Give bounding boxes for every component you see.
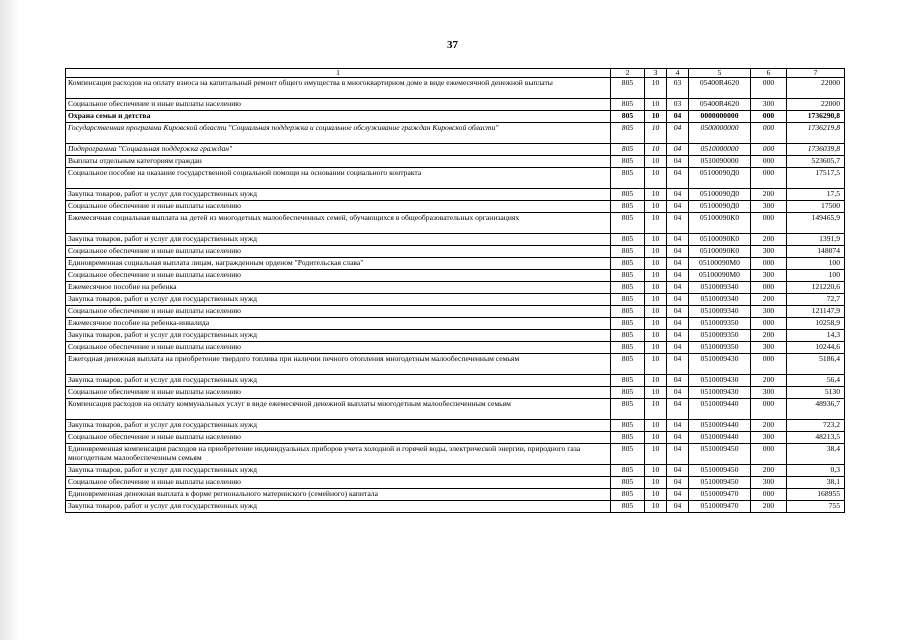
budget-table: [65, 68, 845, 513]
cell-name: Закупка товаров, работ и услуг для государственных нужд: [66, 234, 611, 246]
table-row: [66, 234, 845, 246]
cell-expense-type: 200: [751, 375, 787, 387]
cell-amount: 14,3: [787, 330, 845, 342]
cell-target-code: 05400R4620: [689, 78, 751, 99]
cell-expense-type: 200: [751, 420, 787, 432]
table-row: [66, 477, 845, 489]
cell-ministry: 805: [611, 156, 645, 168]
table-row: [66, 501, 845, 513]
cell-target-code: 05100090К0: [689, 213, 751, 234]
cell-section: 10: [645, 432, 667, 444]
cell-name: Единовременная денежная выплата в форме регионального материнского (семейного) капитала: [66, 489, 611, 501]
cell-name: Социальное обеспечение и иные выплаты населению: [66, 387, 611, 399]
cell-target-code: 0510009430: [689, 354, 751, 375]
cell-name: Социальное обеспечение и иные выплаты населению: [66, 477, 611, 489]
cell-section: 10: [645, 99, 667, 111]
cell-ministry: 805: [611, 375, 645, 387]
cell-ministry: 805: [611, 318, 645, 330]
cell-section: 10: [645, 318, 667, 330]
cell-name: Выплаты отдельным категориям граждан: [66, 156, 611, 168]
cell-expense-type: 200: [751, 234, 787, 246]
cell-name: Социальное пособие на оказание государственной социальной помощи на основании социального контракта: [66, 168, 611, 189]
cell-amount: 100: [787, 258, 845, 270]
cell-expense-type: 000: [751, 399, 787, 420]
cell-section: 10: [645, 294, 667, 306]
cell-expense-type: 000: [751, 123, 787, 144]
cell-name: Закупка товаров, работ и услуг для государственных нужд: [66, 294, 611, 306]
table-row: [66, 282, 845, 294]
cell-ministry: 805: [611, 234, 645, 246]
cell-expense-type: 000: [751, 156, 787, 168]
table-row: [66, 144, 845, 156]
cell-name: Социальное обеспечение и иные выплаты населению: [66, 99, 611, 111]
header-cell-4: 4: [667, 69, 689, 78]
cell-target-code: 0510009430: [689, 375, 751, 387]
cell-expense-type: 000: [751, 354, 787, 375]
cell-ministry: 805: [611, 111, 645, 123]
cell-subsection: 04: [667, 144, 689, 156]
table-row: [66, 330, 845, 342]
cell-ministry: 805: [611, 387, 645, 399]
cell-ministry: 805: [611, 99, 645, 111]
table-row: [66, 168, 845, 189]
table-row: [66, 270, 845, 282]
cell-ministry: 805: [611, 213, 645, 234]
cell-subsection: 04: [667, 258, 689, 270]
cell-target-code: 0510009350: [689, 330, 751, 342]
cell-amount: 5186,4: [787, 354, 845, 375]
cell-ministry: 805: [611, 123, 645, 144]
table-row: [66, 354, 845, 375]
cell-subsection: 04: [667, 477, 689, 489]
cell-ministry: 805: [611, 78, 645, 99]
cell-amount: 1736039,8: [787, 144, 845, 156]
cell-target-code: 0510009340: [689, 294, 751, 306]
table-row: [66, 489, 845, 501]
cell-ministry: 805: [611, 168, 645, 189]
header-cell-7: 7: [787, 69, 845, 78]
cell-section: 10: [645, 258, 667, 270]
cell-name: Социальное обеспечение и иные выплаты населению: [66, 306, 611, 318]
cell-subsection: 04: [667, 501, 689, 513]
cell-section: 10: [645, 111, 667, 123]
cell-expense-type: 200: [751, 330, 787, 342]
cell-amount: 1391,9: [787, 234, 845, 246]
cell-ministry: 805: [611, 258, 645, 270]
cell-target-code: 0510009350: [689, 342, 751, 354]
cell-expense-type: 000: [751, 318, 787, 330]
cell-expense-type: 200: [751, 294, 787, 306]
cell-section: 10: [645, 420, 667, 432]
cell-name: Ежемесячное пособие на ребенка-инвалида: [66, 318, 611, 330]
cell-target-code: 0510009430: [689, 387, 751, 399]
cell-name: Ежемесячное пособие на ребенка: [66, 282, 611, 294]
cell-name: Компенсация расходов на оплату коммунальных услуг в виде ежемесячной денежной выплаты многодетным малообеспеченным семьям: [66, 399, 611, 420]
cell-subsection: 04: [667, 489, 689, 501]
cell-target-code: 0510009470: [689, 501, 751, 513]
cell-name: Закупка товаров, работ и услуг для государственных нужд: [66, 501, 611, 513]
cell-subsection: 04: [667, 306, 689, 318]
cell-subsection: 04: [667, 444, 689, 465]
cell-target-code: 05100090Д0: [689, 168, 751, 189]
cell-expense-type: 300: [751, 201, 787, 213]
cell-section: 10: [645, 330, 667, 342]
cell-amount: 38,1: [787, 477, 845, 489]
table-row: [66, 246, 845, 258]
cell-section: 10: [645, 465, 667, 477]
cell-subsection: 04: [667, 342, 689, 354]
table-row: [66, 444, 845, 465]
cell-amount: 1736219,8: [787, 123, 845, 144]
cell-amount: 72,7: [787, 294, 845, 306]
cell-target-code: 05100090М0: [689, 270, 751, 282]
cell-target-code: 0510009340: [689, 282, 751, 294]
cell-name: Ежегодная денежная выплата на приобретение твердого топлива при наличии печного отопления многодетным малообеспеченным семьям: [66, 354, 611, 375]
cell-target-code: 05100090Д0: [689, 189, 751, 201]
table-row: [66, 123, 845, 144]
cell-target-code: 0510000000: [689, 144, 751, 156]
header-cell-2: 2: [611, 69, 645, 78]
cell-expense-type: 000: [751, 282, 787, 294]
cell-name: Охрана семьи и детства: [66, 111, 611, 123]
table-row: [66, 318, 845, 330]
cell-subsection: 04: [667, 111, 689, 123]
cell-section: 10: [645, 444, 667, 465]
cell-section: 10: [645, 387, 667, 399]
cell-subsection: 04: [667, 246, 689, 258]
cell-subsection: 04: [667, 213, 689, 234]
cell-ministry: 805: [611, 399, 645, 420]
cell-subsection: 04: [667, 201, 689, 213]
cell-expense-type: 200: [751, 501, 787, 513]
cell-name: Закупка товаров, работ и услуг для государственных нужд: [66, 420, 611, 432]
cell-amount: 22000: [787, 99, 845, 111]
table-row: [66, 342, 845, 354]
cell-subsection: 04: [667, 156, 689, 168]
table-row: [66, 294, 845, 306]
cell-section: 10: [645, 123, 667, 144]
cell-ministry: 805: [611, 342, 645, 354]
cell-expense-type: 300: [751, 342, 787, 354]
cell-name: Социальное обеспечение и иные выплаты населению: [66, 432, 611, 444]
cell-target-code: 0510009340: [689, 306, 751, 318]
header-cell-3: 3: [645, 69, 667, 78]
cell-ministry: 805: [611, 246, 645, 258]
cell-target-code: 05100090К0: [689, 234, 751, 246]
cell-section: 10: [645, 342, 667, 354]
cell-ministry: 805: [611, 477, 645, 489]
cell-ministry: 805: [611, 282, 645, 294]
cell-ministry: 805: [611, 144, 645, 156]
cell-subsection: 04: [667, 387, 689, 399]
cell-amount: 121147,9: [787, 306, 845, 318]
cell-subsection: 04: [667, 399, 689, 420]
table-row: [66, 213, 845, 234]
cell-target-code: 05400R4620: [689, 99, 751, 111]
cell-expense-type: 300: [751, 306, 787, 318]
cell-expense-type: 200: [751, 465, 787, 477]
cell-name: Закупка товаров, работ и услуг для государственных нужд: [66, 330, 611, 342]
cell-subsection: 04: [667, 465, 689, 477]
header-cell-5: 5: [689, 69, 751, 78]
cell-amount: 48213,5: [787, 432, 845, 444]
table-row: [66, 432, 845, 444]
cell-expense-type: 000: [751, 444, 787, 465]
cell-amount: 10244,6: [787, 342, 845, 354]
cell-amount: 1736290,8: [787, 111, 845, 123]
cell-target-code: 05100090М0: [689, 258, 751, 270]
table-row: [66, 465, 845, 477]
table-row: [66, 201, 845, 213]
cell-ministry: 805: [611, 489, 645, 501]
cell-ministry: 805: [611, 330, 645, 342]
table-row: [66, 258, 845, 270]
cell-section: 10: [645, 156, 667, 168]
cell-amount: 17500: [787, 201, 845, 213]
header-cell-6: 6: [751, 69, 787, 78]
cell-ministry: 805: [611, 294, 645, 306]
cell-amount: 5130: [787, 387, 845, 399]
cell-subsection: 04: [667, 189, 689, 201]
cell-name: Ежемесячная социальная выплата на детей из многодетных малообеспеченных семей, обучающихся в общеобразовательных организациях: [66, 213, 611, 234]
header-row: [66, 69, 845, 78]
cell-expense-type: 000: [751, 213, 787, 234]
cell-target-code: 0500000000: [689, 123, 751, 144]
header-cell-1: 1: [66, 69, 611, 78]
cell-subsection: 04: [667, 294, 689, 306]
cell-amount: 38,4: [787, 444, 845, 465]
cell-section: 10: [645, 144, 667, 156]
cell-section: 10: [645, 477, 667, 489]
cell-target-code: 0510009450: [689, 477, 751, 489]
cell-ministry: 805: [611, 432, 645, 444]
cell-amount: 149465,9: [787, 213, 845, 234]
cell-subsection: 04: [667, 354, 689, 375]
table-body: [66, 69, 845, 513]
cell-subsection: 04: [667, 234, 689, 246]
cell-expense-type: 200: [751, 189, 787, 201]
cell-amount: 10258,9: [787, 318, 845, 330]
cell-name: Подпрограмма "Социальная поддержка граждан": [66, 144, 611, 156]
table-row: [66, 420, 845, 432]
cell-subsection: 03: [667, 99, 689, 111]
cell-ministry: 805: [611, 501, 645, 513]
cell-section: 10: [645, 399, 667, 420]
cell-subsection: 04: [667, 375, 689, 387]
cell-expense-type: 300: [751, 387, 787, 399]
cell-expense-type: 000: [751, 111, 787, 123]
cell-amount: 0,3: [787, 465, 845, 477]
cell-name: Социальное обеспечение и иные выплаты населению: [66, 270, 611, 282]
cell-target-code: 0510009440: [689, 420, 751, 432]
cell-expense-type: 000: [751, 168, 787, 189]
cell-name: Закупка товаров, работ и услуг для государственных нужд: [66, 465, 611, 477]
cell-ministry: 805: [611, 465, 645, 477]
cell-name: Закупка товаров, работ и услуг для государственных нужд: [66, 375, 611, 387]
table-row: [66, 78, 845, 99]
cell-subsection: 04: [667, 168, 689, 189]
cell-amount: 121220,6: [787, 282, 845, 294]
cell-section: 10: [645, 354, 667, 375]
cell-subsection: 04: [667, 318, 689, 330]
cell-ministry: 805: [611, 306, 645, 318]
cell-amount: 168955: [787, 489, 845, 501]
table-row: [66, 189, 845, 201]
cell-target-code: 0510009350: [689, 318, 751, 330]
cell-name: Социальное обеспечение и иные выплаты населению: [66, 342, 611, 354]
cell-section: 10: [645, 246, 667, 258]
cell-subsection: 04: [667, 123, 689, 144]
cell-subsection: 04: [667, 270, 689, 282]
cell-section: 10: [645, 213, 667, 234]
cell-section: 10: [645, 189, 667, 201]
cell-expense-type: 000: [751, 78, 787, 99]
cell-subsection: 04: [667, 420, 689, 432]
table-row: [66, 399, 845, 420]
cell-amount: 48936,7: [787, 399, 845, 420]
cell-name: Закупка товаров, работ и услуг для государственных нужд: [66, 189, 611, 201]
cell-subsection: 04: [667, 282, 689, 294]
cell-ministry: 805: [611, 270, 645, 282]
cell-expense-type: 300: [751, 246, 787, 258]
table-row: [66, 387, 845, 399]
cell-target-code: 0510009470: [689, 489, 751, 501]
cell-target-code: 0510090000: [689, 156, 751, 168]
cell-section: 10: [645, 282, 667, 294]
cell-section: 10: [645, 375, 667, 387]
cell-amount: 148074: [787, 246, 845, 258]
cell-section: 10: [645, 78, 667, 99]
cell-expense-type: 000: [751, 489, 787, 501]
cell-ministry: 805: [611, 444, 645, 465]
cell-ministry: 805: [611, 420, 645, 432]
cell-target-code: 05100090Д0: [689, 201, 751, 213]
cell-subsection: 03: [667, 78, 689, 99]
cell-amount: 17,5: [787, 189, 845, 201]
cell-target-code: 0510009450: [689, 465, 751, 477]
cell-target-code: 05100090К0: [689, 246, 751, 258]
cell-section: 10: [645, 501, 667, 513]
cell-target-code: 0510009440: [689, 399, 751, 420]
cell-section: 10: [645, 201, 667, 213]
cell-name: Социальное обеспечение и иные выплаты населению: [66, 201, 611, 213]
cell-name: Государственная программа Кировской области "Социальная поддержка и социальное обслуживание граждан Кировской области": [66, 123, 611, 144]
cell-target-code: 0510009450: [689, 444, 751, 465]
cell-expense-type: 000: [751, 144, 787, 156]
cell-amount: 723,2: [787, 420, 845, 432]
cell-amount: 17517,5: [787, 168, 845, 189]
table-row: [66, 306, 845, 318]
cell-subsection: 04: [667, 330, 689, 342]
cell-section: 10: [645, 489, 667, 501]
table-row: [66, 99, 845, 111]
cell-ministry: 805: [611, 354, 645, 375]
cell-subsection: 04: [667, 432, 689, 444]
cell-expense-type: 300: [751, 432, 787, 444]
cell-section: 10: [645, 168, 667, 189]
cell-ministry: 805: [611, 189, 645, 201]
table-row: [66, 156, 845, 168]
cell-name: Социальное обеспечение и иные выплаты населению: [66, 246, 611, 258]
page-number: 37: [447, 39, 458, 51]
cell-target-code: 0000000000: [689, 111, 751, 123]
cell-section: 10: [645, 306, 667, 318]
cell-expense-type: 000: [751, 258, 787, 270]
cell-expense-type: 300: [751, 477, 787, 489]
cell-target-code: 0510009440: [689, 432, 751, 444]
cell-name: Единовременная компенсация расходов на приобретение индивидуальных приборов учета холодной и горячей воды, электрической энергии, природного газа многодетным малообеспеченным семьям: [66, 444, 611, 465]
cell-name: Единовременная социальная выплата лицам, награжденным орденом "Родительская слава": [66, 258, 611, 270]
cell-amount: 56,4: [787, 375, 845, 387]
scan-shadow: [0, 0, 20, 640]
cell-ministry: 805: [611, 201, 645, 213]
cell-amount: 755: [787, 501, 845, 513]
cell-section: 10: [645, 270, 667, 282]
table-row: [66, 375, 845, 387]
cell-section: 10: [645, 234, 667, 246]
cell-amount: 22000: [787, 78, 845, 99]
table-row: [66, 111, 845, 123]
cell-expense-type: 300: [751, 270, 787, 282]
cell-amount: 523605,7: [787, 156, 845, 168]
cell-amount: 100: [787, 270, 845, 282]
cell-expense-type: 300: [751, 99, 787, 111]
cell-name: Компенсация расходов на оплату взноса на капитальный ремонт общего имущества в многоквартирном доме в виде ежемесячной денежной выплаты: [66, 78, 611, 99]
